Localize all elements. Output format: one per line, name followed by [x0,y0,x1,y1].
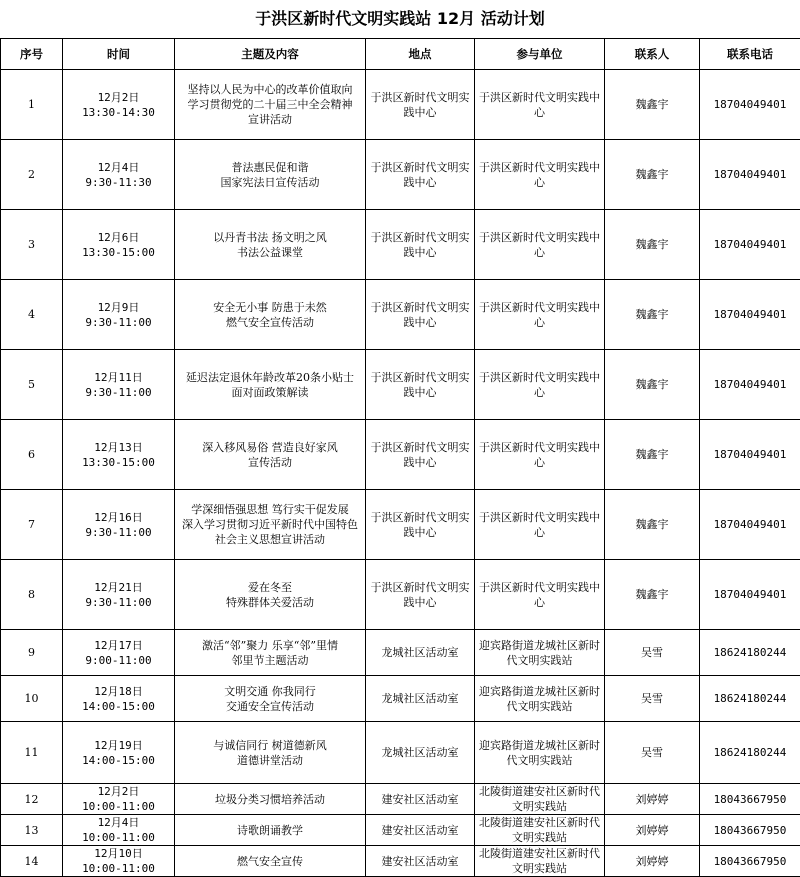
cell-no: 4 [1,280,63,350]
cell-place: 龙城社区活动室 [366,630,475,676]
cell-time: 12月4日 9:30-11:30 [63,140,175,210]
header-unit: 参与单位 [475,39,605,70]
cell-unit: 迎宾路街道龙城社区新时 代文明实践站 [475,722,605,784]
cell-phone: 18043667950 [700,846,800,877]
cell-place: 于洪区新时代文明实 践中心 [366,280,475,350]
header-phone: 联系电话 [700,39,800,70]
cell-unit: 于洪区新时代文明实践中 心 [475,560,605,630]
cell-contact: 刘婷婷 [605,815,700,846]
cell-topic: 诗歌朗诵教学 [175,815,366,846]
cell-phone: 18704049401 [700,70,800,140]
cell-contact: 魏鑫宇 [605,70,700,140]
cell-place: 于洪区新时代文明实 践中心 [366,560,475,630]
cell-time: 12月2日 13:30-14:30 [63,70,175,140]
cell-no: 7 [1,490,63,560]
cell-unit: 于洪区新时代文明实践中 心 [475,280,605,350]
cell-topic: 与诚信同行 树道德新风 道德讲堂活动 [175,722,366,784]
header-topic: 主题及内容 [175,39,366,70]
cell-time: 12月6日 13:30-15:00 [63,210,175,280]
cell-contact: 魏鑫宇 [605,280,700,350]
table-row [1,350,800,420]
cell-time: 12月10日 10:00-11:00 [63,846,175,877]
cell-no: 9 [1,630,63,676]
cell-contact: 吴雪 [605,722,700,784]
cell-place: 于洪区新时代文明实 践中心 [366,490,475,560]
cell-no: 11 [1,722,63,784]
cell-unit: 北陵街道建安社区新时代 文明实践站 [475,784,605,815]
activity-plan-table [0,38,800,877]
cell-phone: 18704049401 [700,420,800,490]
cell-unit: 于洪区新时代文明实践中 心 [475,140,605,210]
cell-place: 龙城社区活动室 [366,722,475,784]
cell-time: 12月4日 10:00-11:00 [63,815,175,846]
cell-unit: 于洪区新时代文明实践中 心 [475,350,605,420]
cell-phone: 18043667950 [700,784,800,815]
cell-phone: 18704049401 [700,350,800,420]
cell-contact: 吴雪 [605,676,700,722]
cell-topic: 延迟法定退休年龄改革20条小贴士 面对面政策解读 [175,350,366,420]
cell-unit: 北陵街道建安社区新时代 文明实践站 [475,846,605,877]
cell-topic: 学深细悟强思想 笃行实干促发展 深入学习贯彻习近平新时代中国特色 社会主义思想宣讲活动 [175,490,366,560]
cell-time: 12月17日 9:00-11:00 [63,630,175,676]
page-title: 于洪区新时代文明实践站 12月 活动计划 [0,0,800,38]
cell-unit: 北陵街道建安社区新时代 文明实践站 [475,815,605,846]
header-time: 时间 [63,39,175,70]
cell-contact: 刘婷婷 [605,846,700,877]
cell-no: 14 [1,846,63,877]
header-contact: 联系人 [605,39,700,70]
cell-place: 龙城社区活动室 [366,676,475,722]
cell-phone: 18624180244 [700,722,800,784]
cell-phone: 18704049401 [700,140,800,210]
cell-no: 2 [1,140,63,210]
cell-phone: 18624180244 [700,630,800,676]
cell-topic: 文明交通 你我同行 交通安全宣传活动 [175,676,366,722]
cell-place: 于洪区新时代文明实 践中心 [366,420,475,490]
table-row [1,420,800,490]
table-row [1,280,800,350]
header-place: 地点 [366,39,475,70]
cell-no: 8 [1,560,63,630]
cell-time: 12月11日 9:30-11:00 [63,350,175,420]
cell-place: 于洪区新时代文明实 践中心 [366,350,475,420]
cell-phone: 18704049401 [700,280,800,350]
cell-place: 建安社区活动室 [366,784,475,815]
table-row [1,70,800,140]
cell-time: 12月2日 10:00-11:00 [63,784,175,815]
table-row [1,722,800,784]
cell-topic: 以丹青书法 扬文明之风 书法公益课堂 [175,210,366,280]
cell-no: 3 [1,210,63,280]
cell-topic: 坚持以人民为中心的改革价值取向 学习贯彻党的二十届三中全会精神 宣讲活动 [175,70,366,140]
cell-contact: 魏鑫宇 [605,140,700,210]
cell-contact: 吴雪 [605,630,700,676]
cell-phone: 18704049401 [700,210,800,280]
cell-phone: 18704049401 [700,560,800,630]
table-row [1,140,800,210]
cell-phone: 18624180244 [700,676,800,722]
cell-place: 于洪区新时代文明实 践中心 [366,70,475,140]
cell-topic: 深入移风易俗 营造良好家风 宣传活动 [175,420,366,490]
cell-unit: 于洪区新时代文明实践中 心 [475,210,605,280]
cell-no: 6 [1,420,63,490]
table-header-row [1,39,800,70]
cell-unit: 迎宾路街道龙城社区新时 代文明实践站 [475,630,605,676]
cell-phone: 18043667950 [700,815,800,846]
cell-unit: 于洪区新时代文明实践中 心 [475,70,605,140]
cell-topic: 激活“邻”聚力 乐享“邻”里情 邻里节主题活动 [175,630,366,676]
cell-time: 12月19日 14:00-15:00 [63,722,175,784]
cell-no: 10 [1,676,63,722]
cell-time: 12月21日 9:30-11:00 [63,560,175,630]
cell-unit: 迎宾路街道龙城社区新时 代文明实践站 [475,676,605,722]
cell-no: 1 [1,70,63,140]
table-row [1,630,800,676]
cell-contact: 魏鑫宇 [605,350,700,420]
cell-contact: 魏鑫宇 [605,420,700,490]
cell-contact: 刘婷婷 [605,784,700,815]
cell-contact: 魏鑫宇 [605,210,700,280]
table-row [1,784,800,815]
cell-no: 12 [1,784,63,815]
cell-topic: 垃圾分类习惯培养活动 [175,784,366,815]
cell-no: 5 [1,350,63,420]
cell-place: 建安社区活动室 [366,846,475,877]
cell-place: 于洪区新时代文明实 践中心 [366,210,475,280]
cell-time: 12月18日 14:00-15:00 [63,676,175,722]
cell-no: 13 [1,815,63,846]
cell-topic: 燃气安全宣传 [175,846,366,877]
cell-place: 建安社区活动室 [366,815,475,846]
table-row [1,560,800,630]
cell-phone: 18704049401 [700,490,800,560]
cell-topic: 安全无小事 防患于未然 燃气安全宣传活动 [175,280,366,350]
cell-time: 12月16日 9:30-11:00 [63,490,175,560]
table-row [1,210,800,280]
cell-time: 12月9日 9:30-11:00 [63,280,175,350]
table-row [1,815,800,846]
table-row [1,490,800,560]
cell-topic: 爱在冬至 特殊群体关爱活动 [175,560,366,630]
cell-contact: 魏鑫宇 [605,490,700,560]
cell-topic: 普法惠民促和谐 国家宪法日宣传活动 [175,140,366,210]
cell-time: 12月13日 13:30-15:00 [63,420,175,490]
table-row [1,676,800,722]
cell-unit: 于洪区新时代文明实践中 心 [475,420,605,490]
header-no: 序号 [1,39,63,70]
cell-place: 于洪区新时代文明实 践中心 [366,140,475,210]
table-row [1,846,800,877]
cell-unit: 于洪区新时代文明实践中 心 [475,490,605,560]
cell-contact: 魏鑫宇 [605,560,700,630]
